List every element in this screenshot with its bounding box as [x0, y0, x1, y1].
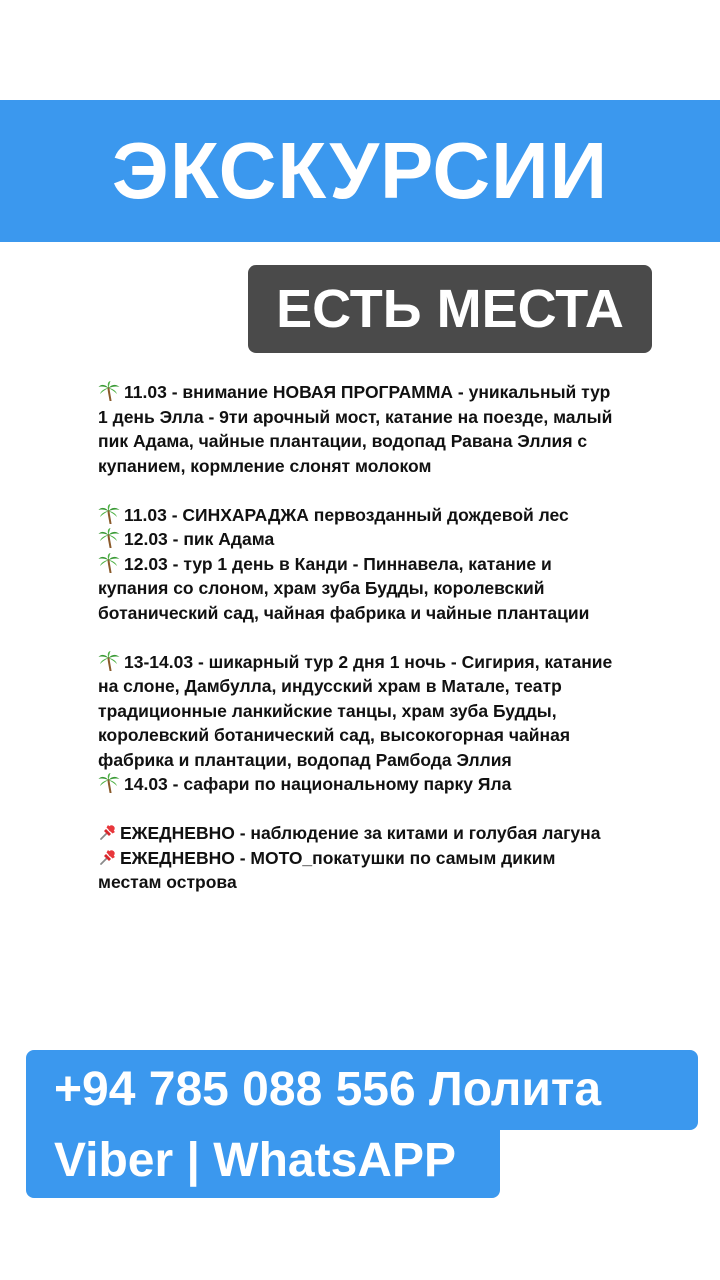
palm-tree-icon: [98, 504, 120, 524]
palm-tree-icon: [98, 381, 120, 401]
tour-item-text: 13-14.03 - шикарный тур 2 дня 1 ночь - Сигирия, катание на слоне, Дамбулла, индусский храм в Матале, театр традиционные ланкийские танцы, храм зуба Будды, королевский ботанический сад, высокогорная чайная фабрика и плантации, водопад Рамбода Эллия: [98, 651, 613, 770]
daily-item: [98, 846, 618, 895]
palm-tree-icon: [98, 651, 120, 671]
tour-item-text: 14.03 - сафари по национальному парку Яла: [124, 774, 512, 794]
contact-phone: +94 785 088 556 Лолита: [54, 1063, 602, 1116]
tour-item-text: 12.03 - пик Адама: [124, 529, 275, 549]
tour-item: [98, 552, 618, 626]
palm-tree-icon: [98, 553, 120, 573]
palm-tree-icon: [98, 528, 120, 548]
tour-item: [98, 650, 618, 773]
tour-list: [98, 380, 618, 895]
title-banner: [0, 100, 720, 242]
tour-item: [98, 503, 618, 528]
palm-tree-icon: [98, 773, 120, 793]
contact-apps: Viber | WhatsAPP: [54, 1134, 456, 1187]
contact-box: [26, 1050, 698, 1198]
contact-phone-banner: [26, 1050, 698, 1130]
tour-item: [98, 380, 618, 478]
tour-item: [98, 772, 618, 797]
daily-item: [98, 821, 618, 846]
availability-badge-label: ЕСТЬ МЕСТА: [276, 279, 624, 339]
tour-item-text: 11.03 - СИНХАРАДЖА первозданный дождевой лес: [124, 504, 569, 525]
pushpin-icon: [98, 847, 118, 867]
tour-item-text: 11.03 - внимание НОВАЯ ПРОГРАММА - уникальный тур 1 день Элла - 9ти арочный мост, катание на поезде, малый пик Адама, чайные плантации, водопад Равана Эллия с купанием, кормление слонят молоком: [98, 382, 613, 476]
tour-item: [98, 527, 618, 552]
daily-item-text: ЕЖЕДНЕВНО - МОТО_покатушки по самым диким местам острова: [98, 847, 556, 892]
contact-apps-banner: [26, 1124, 500, 1198]
daily-item-text: ЕЖЕДНЕВНО - наблюдение за китами и голубая лагуна: [120, 823, 601, 843]
page-title: ЭКСКУРСИИ: [111, 126, 609, 215]
tour-item-text: 12.03 - тур 1 день в Канди - Пиннавела, катание и купания со слоном, храм зуба Будды, королевский ботанический сад, чайная фабрика и чайные плантации: [98, 553, 590, 623]
availability-badge: [248, 265, 652, 353]
pushpin-icon: [98, 822, 118, 842]
